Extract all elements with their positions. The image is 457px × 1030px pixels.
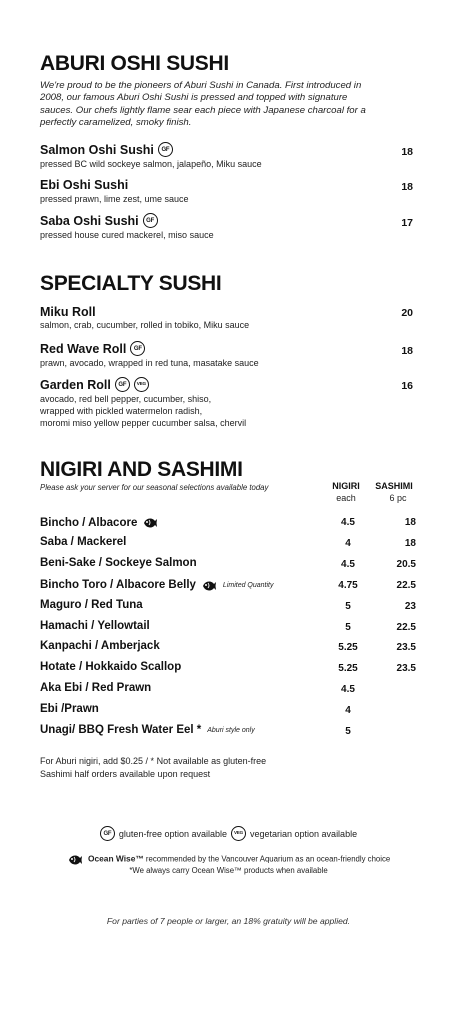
gluten-free-icon: GF <box>115 377 130 392</box>
column-unit-nigiri: each <box>336 493 356 503</box>
nigiri-price: 4 <box>345 537 351 549</box>
gluten-free-icon: GF <box>130 341 145 356</box>
fish-icon <box>201 578 217 593</box>
gluten-free-icon: GF <box>100 826 115 841</box>
item-description: pressed prawn, lime zest, ume sauce <box>40 194 189 204</box>
item-price: 18 <box>401 345 413 357</box>
nigiri-price: 4 <box>345 705 351 717</box>
gluten-free-icon: GF <box>158 142 173 157</box>
sashimi-price: 18 <box>404 517 416 528</box>
nigiri-price: 4.75 <box>338 579 358 591</box>
nigiri-footnotes <box>40 755 266 780</box>
legend-veg-text: vegetarian option available <box>250 828 358 839</box>
nigiri-row-name: Saba / Mackerel <box>40 535 127 548</box>
item-name: Ebi Oshi Sushi <box>40 178 129 192</box>
item-description: prawn, avocado, wrapped in red tuna, masatake sauce <box>40 358 259 368</box>
item-description: pressed BC wild sockeye salmon, jalapeño, Miku sauce <box>40 159 262 169</box>
item-name: Saba Oshi Sushi <box>40 213 139 228</box>
nigiri-section-title: NIGIRI AND SASHIMI <box>40 458 243 481</box>
nigiri-row-name: Bincho Toro / Albacore Belly <box>40 579 196 592</box>
vegetarian-icon: VEG <box>231 826 246 841</box>
nigiri-price: 4.5 <box>341 558 355 570</box>
nigiri-row <box>40 536 126 548</box>
nigiri-price: 5 <box>345 600 351 612</box>
ocean-wise-label: Ocean Wise™ <box>87 853 144 864</box>
menu-item-miku-roll <box>40 305 96 319</box>
item-name: Garden Roll <box>40 377 111 392</box>
item-description-line: moromi miso yellow pepper cucumber salsa, chervil <box>40 417 247 428</box>
nigiri-price: 5 <box>345 621 351 633</box>
item-description <box>40 394 370 429</box>
nigiri-row <box>40 578 274 593</box>
nigiri-row-name: Unagi/ BBQ Fresh Water Eel * <box>40 724 202 736</box>
menu-item-saba-oshi <box>40 213 158 228</box>
nigiri-price: 5.25 <box>338 642 358 654</box>
nigiri-row-name: Maguro / Red Tuna <box>40 598 143 611</box>
nigiri-row <box>40 515 158 530</box>
nigiri-price: 5 <box>345 726 351 737</box>
nigiri-price: 4.5 <box>341 517 355 528</box>
nigiri-row <box>40 620 150 632</box>
menu-item-salmon-oshi <box>40 142 173 157</box>
item-name: Miku Roll <box>40 305 96 319</box>
legend-gf-text: gluten-free option available <box>118 828 227 839</box>
ocean-wise-text: recommended by the Vancouver Aquarium as an ocean-friendly choice <box>145 854 391 864</box>
menu-item-red-wave-roll <box>40 341 145 356</box>
nigiri-row <box>40 703 99 715</box>
nigiri-row-name: Bincho / Albacore <box>40 516 138 529</box>
item-description-line: avocado, red bell pepper, cucumber, shiso, <box>40 394 212 404</box>
vegetarian-icon: VEG <box>134 377 149 392</box>
sashimi-price: 23.5 <box>396 642 416 654</box>
nigiri-row <box>40 682 151 694</box>
fish-icon <box>142 515 158 530</box>
gluten-free-icon: GF <box>143 213 158 228</box>
nigiri-row <box>40 661 181 673</box>
sashimi-price: 22.5 <box>396 621 416 633</box>
item-name: Salmon Oshi Sushi <box>40 142 154 157</box>
ocean-wise-legend <box>0 852 457 867</box>
item-description-line: wrapped with pickled watermelon radish, <box>40 405 203 416</box>
item-description: pressed house cured mackerel, miso sauce <box>40 230 214 240</box>
gratuity-notice: For parties of 7 people or larger, an 18% gratuity will be applied. <box>106 916 351 926</box>
item-name: Red Wave Roll <box>40 341 127 356</box>
sashimi-price: 23.5 <box>396 663 416 675</box>
menu-item-garden-roll <box>40 377 149 392</box>
nigiri-row <box>40 557 197 569</box>
nigiri-row-name: Ebi /Prawn <box>40 703 99 716</box>
nigiri-row-name: Hotate / Hokkaido Scallop <box>40 661 182 674</box>
nigiri-row <box>40 599 143 611</box>
column-header-nigiri: NIGIRI <box>332 481 360 491</box>
nigiri-row-name: Hamachi / Yellowtail <box>40 619 150 632</box>
nigiri-row-name: Beni-Sake / Sockeye Salmon <box>40 556 197 569</box>
nigiri-row-name: Aka Ebi / Red Prawn <box>40 682 152 695</box>
nigiri-subtitle: Please ask your server for our seasonal selections available today <box>40 483 269 492</box>
fish-icon <box>67 852 83 867</box>
item-price: 18 <box>401 181 413 193</box>
dietary-legend <box>0 826 457 841</box>
sashimi-price: 18 <box>404 537 416 549</box>
footnote: Sashimi half orders available upon request <box>40 768 211 779</box>
specialty-section-title: SPECIALTY SUSHI <box>40 272 222 295</box>
item-description: salmon, crab, cucumber, rolled in tobiko, Miku sauce <box>40 320 250 330</box>
item-price: 18 <box>401 146 413 158</box>
sashimi-price: 23 <box>404 600 416 612</box>
column-header-sashimi: SASHIMI <box>375 481 413 491</box>
sashimi-price: 22.5 <box>396 579 416 591</box>
column-unit-sashimi: 6 pc <box>389 493 407 503</box>
nigiri-price: 4.5 <box>341 684 355 696</box>
aburi-intro: We're proud to be the pioneers of Aburi Sushi in Canada. First introduced in 2008, our famous Aburi Oshi Sushi is pressed and topped with signature sauces. Our chefs lightly flame sear each piece with Japanese charcoal for a perfectly caramelized, smoky finish. <box>40 80 366 129</box>
nigiri-row-note: Limited Quantity <box>222 581 274 589</box>
sashimi-price: 20.5 <box>396 558 416 570</box>
nigiri-row-note: Aburi style only <box>207 726 255 734</box>
nigiri-row <box>40 724 255 736</box>
nigiri-price: 5.25 <box>338 663 358 675</box>
nigiri-row-name: Kanpachi / Amberjack <box>40 640 160 653</box>
nigiri-row <box>40 640 160 652</box>
item-price: 20 <box>401 307 413 319</box>
aburi-section-title: ABURI OSHI SUSHI <box>40 52 229 75</box>
item-price: 17 <box>401 217 413 229</box>
item-price: 16 <box>401 380 413 392</box>
ocean-wise-note: *We always carry Ocean Wise™ products when available <box>129 866 328 875</box>
menu-item-ebi-oshi <box>40 178 128 192</box>
footnote: For Aburi nigiri, add $0.25 / * Not available as gluten-free <box>40 756 267 766</box>
